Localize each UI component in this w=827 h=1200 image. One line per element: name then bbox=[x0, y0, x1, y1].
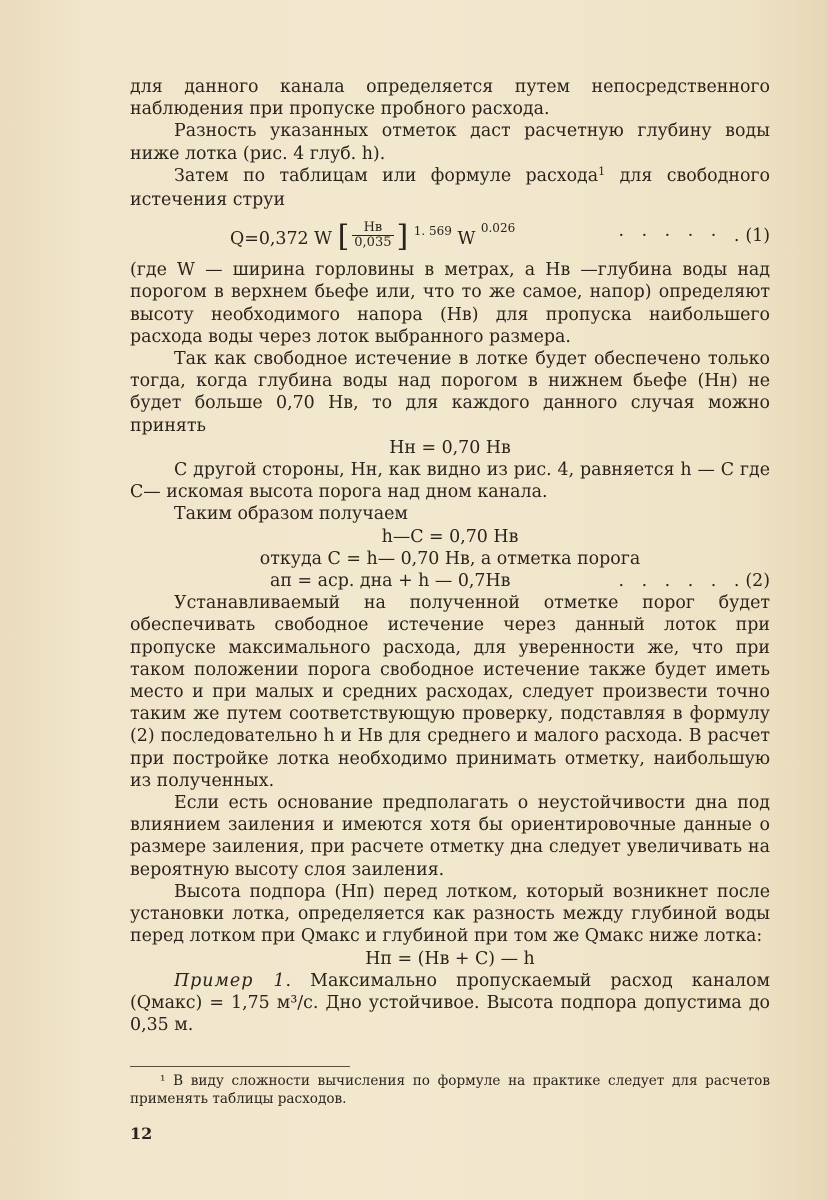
paragraph: С другой стороны, Hн, как видно из рис. 4, равняется h — C где C— искомая высота порога над дном канала. bbox=[130, 460, 770, 503]
main-text bbox=[130, 76, 770, 1036]
paragraph bbox=[130, 970, 770, 1037]
paragraph: Устанавливаемый на полученной отметке порог будет обеспечивать свободное истечение через данный лоток при пропуске максимального расхода, для уверенности же, что при таком положении порога свободное истечение также будет иметь место и при малых и средних расходах, следует произвести точно таким же путем соответствующую проверку, подставляя в формулу (2) последовательно h и Hв для среднего и малого расхода. В расчет при постройке лотка необходимо принимать отметку, наибольшую из полученных. bbox=[130, 593, 770, 791]
page-number: 12 bbox=[130, 1124, 153, 1143]
formula-no: (2) bbox=[745, 571, 770, 592]
paragraph: (где W — ширина горловины в метрах, а Hв —глубина воды над порогом в верхнем бьефе или, что то же самое, напор) определяют высоту необходимого напора (Hв) для пропуска наибольшего расхода воды через лоток выбранного размера. bbox=[130, 260, 770, 347]
formula-q: Q=0,372 W bbox=[230, 229, 333, 250]
paragraph-text: для свободного истечения струи bbox=[130, 165, 771, 211]
footnote bbox=[130, 1072, 770, 1108]
footnote-divider bbox=[130, 1066, 350, 1067]
formula-exponent: 1. 569 bbox=[413, 224, 452, 239]
paragraph: Если есть основание предполагать о неустойчивости дна под влиянием заиления и имеются хотя бы ориентировочные данные о размере заиления, при расчете отметку дна следует увеличивать на вероятную высоту слоя заиления. bbox=[130, 793, 770, 880]
formula-4: откуда C = h— 0,70 Hв, а отметка порога bbox=[259, 548, 641, 569]
formula-2: Hн = 0,70 Hв bbox=[389, 437, 511, 458]
formula-5 bbox=[130, 570, 770, 592]
footnote-text: ¹ В виду сложности вычисления по формуле на практике следует для расчетов применять таблицы расходов. bbox=[130, 1073, 770, 1107]
formula-w-exponent: 0.026 bbox=[480, 221, 516, 236]
footnote-marker: 1 bbox=[598, 164, 606, 178]
formula-6: Hп = (Hв + C) — h bbox=[365, 948, 535, 969]
formula-no: (1) bbox=[745, 226, 770, 247]
formula-1 bbox=[130, 213, 770, 257]
bracket-left: [ bbox=[337, 218, 350, 254]
paragraph: Высота подпора (Hп) перед лотком, который возникнет после установки лотка, определяется как разность между глубиной воды перед лотком при Qмакс и глубиной при том же Qмакс ниже лотка: bbox=[130, 881, 770, 947]
formula-dots: . . . . . . bbox=[618, 571, 746, 592]
formula-5-number bbox=[619, 570, 770, 592]
formula-5-body: aп = aср. дна + h — 0,7Hв bbox=[270, 571, 511, 592]
paragraph-text: . Максимально пропускаемый расход каналом (Qмакс) = 1,75 м³/с. Дно устойчивое. Высота подпора допустима до 0,35 м. bbox=[130, 970, 771, 1036]
paragraph: Таким образом получаем bbox=[174, 504, 408, 525]
fraction-numerator: Hв bbox=[352, 221, 393, 236]
bracket-right: ] bbox=[396, 218, 409, 254]
formula-1-body bbox=[230, 218, 516, 254]
fraction bbox=[349, 221, 396, 250]
paragraph: Так как свободное истечение в лотке будет обеспечено только тогда, когда глубина воды над порогом в нижнем бьефе (Hн) не будет больше 0,70 Hв, то для каждого данного случая можно принять bbox=[130, 349, 770, 436]
fraction-denominator: 0,035 bbox=[354, 235, 392, 251]
paragraph: Разность указанных отметок даст расчетную глубину воды ниже лотка (рис. 4 глуб. h). bbox=[130, 121, 770, 164]
example-label: Пример 1 bbox=[174, 970, 286, 991]
formula-w: W bbox=[457, 229, 476, 250]
paragraph: для данного канала определяется путем непосредственного наблюдения при пропуске пробного расхода. bbox=[130, 77, 770, 120]
paragraph bbox=[130, 165, 770, 211]
formula-dots: · · · · · . bbox=[618, 226, 746, 247]
formula-3: h—C = 0,70 Hв bbox=[381, 526, 519, 547]
formula-1-number bbox=[619, 225, 770, 247]
paragraph-text: Затем по таблицам или формуле расхода bbox=[174, 165, 599, 186]
